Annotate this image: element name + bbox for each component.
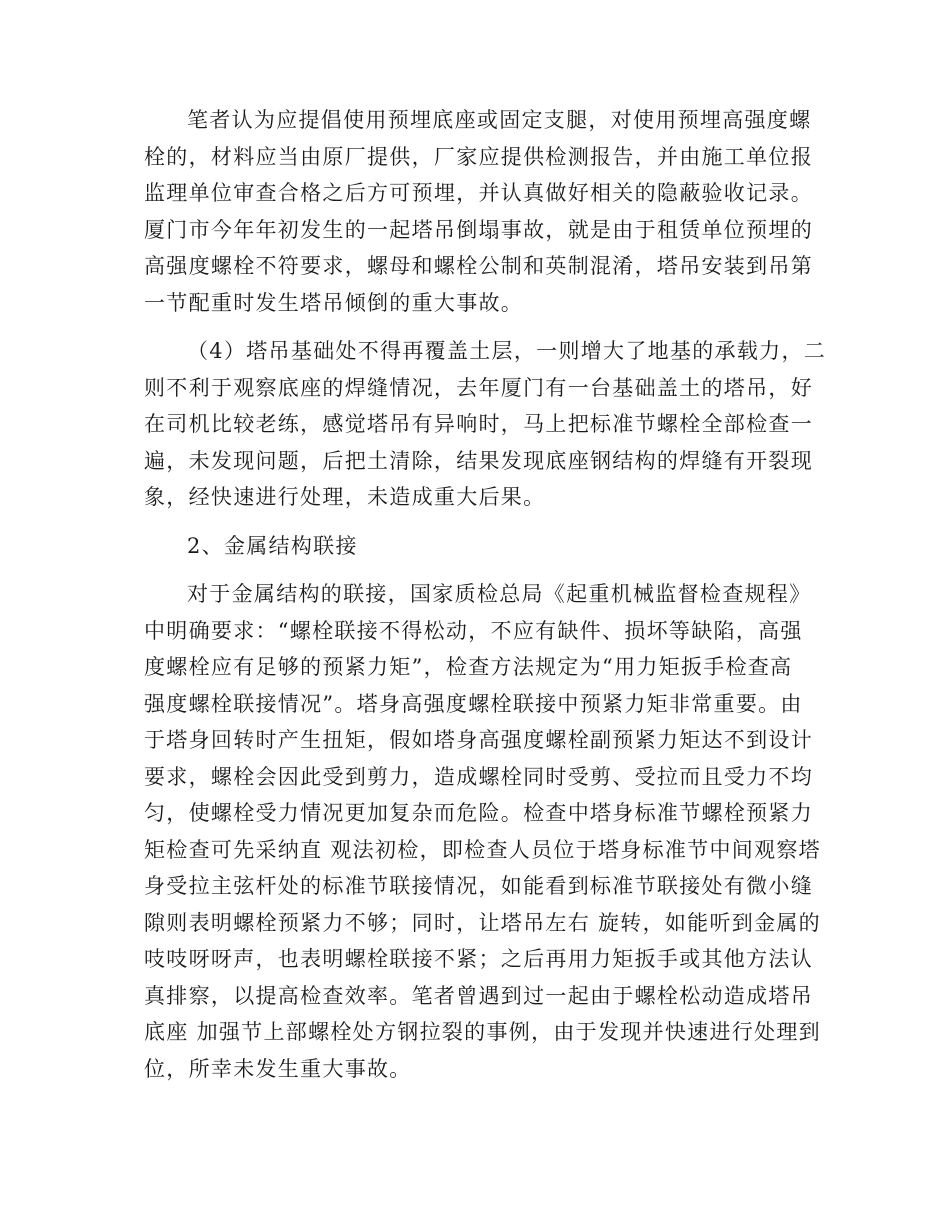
paragraph-metal-structure [144, 576, 821, 1087]
text-line: 栓的，材料应当由原厂提供，厂家应提供检测报告，并由施工单位报 [144, 144, 813, 169]
text-line: 对于金属结构的联接，国家质检总局《起重机械监督检查规程》 [187, 582, 812, 606]
text-line: （4）塔吊基础处不得再覆盖土层，一则增大了地基的承载力，二 [187, 339, 827, 363]
text-line: 则不利于观察底座的焊缝情况，去年厦门有一台基础盖土的塔吊，好 [144, 375, 813, 400]
section-heading [144, 528, 804, 565]
text-line: 遍，未发现问题，后把土清除，结果发现底座钢结构的焊缝有开裂现 [144, 448, 813, 473]
text-line: 强度螺栓联接情况”。塔身高强度螺栓联接中预紧力矩非常重要。由 [144, 691, 803, 716]
text-line: 象，经快速进行处理，未造成重大后果。 [144, 485, 546, 509]
section-heading-text: 2、金属结构联接 [187, 533, 358, 558]
text-line: 身受拉主弦杆处的标准节联接情况，如能看到标准节联接处有微小缝 [144, 874, 813, 898]
text-line: 于塔身回转时产生扭矩，假如塔身高强度螺栓副预紧力矩达不到设计 [144, 728, 813, 752]
text-line: 监理单位审查合格之后方可预埋，并认真做好相关的隐蔽验收记录。 [144, 181, 813, 205]
text-line: 位，所幸未发生重大事故。 [144, 1056, 412, 1081]
text-line: 笔者认为应提倡使用预埋底座或固定支腿，对使用预埋高强度螺 [187, 108, 812, 132]
text-line: 高强度螺栓不符要求，螺母和螺栓公制和英制混淆，塔吊安装到吊第 [144, 254, 813, 278]
text-line: 一节配重时发生塔吊倾倒的重大事故。 [144, 290, 524, 315]
text-line: 真排察，以提高检查效率。笔者曾遇到过一起由于螺栓松动造成塔吊 [144, 983, 813, 1008]
text-line: 匀，使螺栓受力情况更加复杂而危险。检查中塔身标准节螺栓预紧力 [144, 801, 813, 825]
text-line: 要求，螺栓会因此受到剪力，造成螺栓同时受剪、受拉而且受力不均 [144, 764, 813, 789]
text-line: 在司机比较老练，感觉塔吊有异响时，马上把标准节螺栓全部检查一 [144, 412, 813, 436]
text-line: 底座 加强节上部螺栓处方钢拉裂的事例，由于发现并快速进行处理到 [144, 1020, 821, 1044]
text-line: 矩检查可先采纳直 观法初检，即检查人员位于塔身标准节中间观察塔 [144, 837, 821, 862]
text-line: 厦门市今年年初发生的一起塔吊倒塌事故，就是由于租赁单位预埋的 [144, 217, 813, 242]
text-line: 中明确要求：“螺栓联接不得松动，不应有缺件、损坏等缺陷，高强 [144, 618, 803, 643]
paragraph-embedded-base [144, 102, 813, 321]
text-line: 隙则表明螺栓预紧力不够；同时，让塔吊左右 旋转，如能听到金属的 [144, 910, 821, 935]
text-line: 度螺栓应有足够的预紧力矩”，检查方法规定为“用力矩扳手检查高 [144, 655, 793, 679]
text-line: 吱吱呀呀声，也表明螺栓联接不紧；之后再用力矩扳手或其他方法认 [144, 947, 813, 971]
paragraph-foundation-soil [144, 333, 827, 516]
document-body [144, 102, 827, 1099]
